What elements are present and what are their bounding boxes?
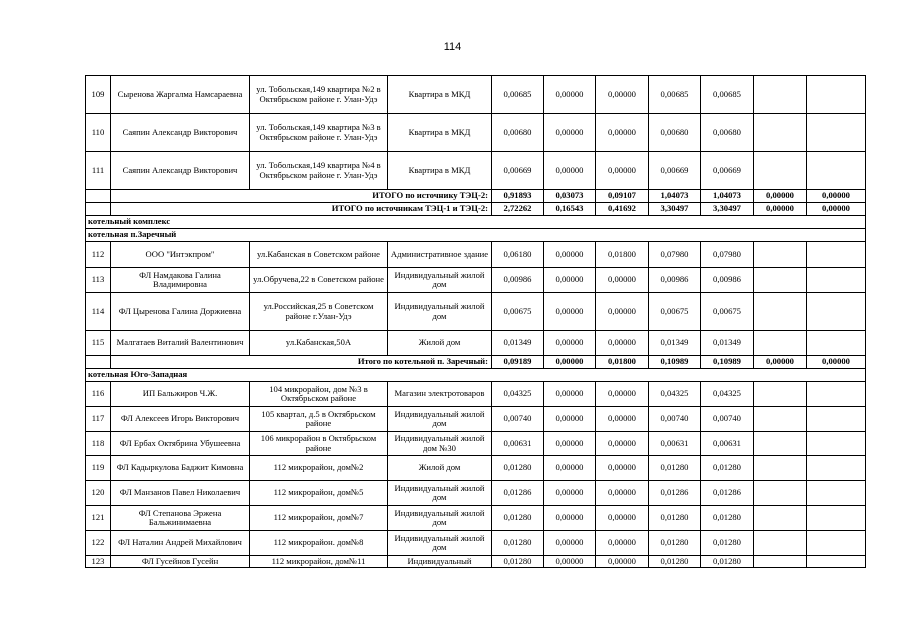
address: ул.Кабанская,50А [250, 331, 388, 356]
table-row [86, 556, 866, 568]
address: 112 микрорайон, дом№7 [250, 506, 388, 531]
extra-col-2 [807, 242, 866, 268]
address: 105 квартал, д.5 в Октябрьском районе [250, 407, 388, 432]
total-empty-cell [86, 203, 111, 216]
consumers-table [85, 75, 866, 568]
extra-col-2 [807, 456, 866, 481]
object-type: Индивидуальный жилой дом [388, 531, 492, 556]
address: 112 микрорайон, дом№11 [250, 556, 388, 568]
load-contracted: 0,07980 [701, 242, 754, 268]
load-ventilation: 0,00000 [544, 114, 596, 152]
object-type: Индивидуальный жилой дом [388, 506, 492, 531]
load-heating: 0,01280 [492, 556, 544, 568]
row-number: 117 [86, 407, 111, 432]
total-value: 0,01800 [596, 356, 649, 369]
load-hot-water: 0,00000 [596, 456, 649, 481]
load-contracted: 0,01349 [701, 331, 754, 356]
load-heating: 0,01280 [492, 456, 544, 481]
object-type: Квартира в МКД [388, 114, 492, 152]
total-value: 0,00000 [754, 203, 807, 216]
section-header-row [86, 369, 866, 382]
load-hot-water: 0,00000 [596, 268, 649, 293]
load-contracted: 0,00631 [701, 432, 754, 456]
extra-col-2 [807, 432, 866, 456]
extra-col-2 [807, 531, 866, 556]
load-contracted: 0,01280 [701, 456, 754, 481]
table-row [86, 152, 866, 190]
page-number: 114 [443, 41, 462, 53]
address: 112 микрорайон, дом№2 [250, 456, 388, 481]
extra-col-2 [807, 76, 866, 114]
total-value: 2,72262 [492, 203, 544, 216]
load-heating: 0,00680 [492, 114, 544, 152]
extra-col-2 [807, 407, 866, 432]
load-hot-water: 0,00000 [596, 293, 649, 331]
address: ул.Обручева,22 в Советском районе [250, 268, 388, 293]
load-contracted: 0,01280 [701, 506, 754, 531]
total-value: 0,00000 [807, 190, 866, 203]
load-ventilation: 0,00000 [544, 481, 596, 506]
row-number: 114 [86, 293, 111, 331]
address: ул. Тобольская,149 квартира №3 в Октябрьском районе г. Улан-Удэ [250, 114, 388, 152]
total-label: ИТОГО по источникам ТЭЦ-1 и ТЭЦ-2: [111, 203, 492, 216]
section-header-row [86, 216, 866, 229]
total-value: 0,00000 [754, 190, 807, 203]
load-total: 0,04325 [649, 382, 701, 407]
load-hot-water: 0,00000 [596, 76, 649, 114]
extra-col-1 [754, 114, 807, 152]
load-total: 0,00675 [649, 293, 701, 331]
load-total: 0,01280 [649, 556, 701, 568]
load-hot-water: 0,00000 [596, 331, 649, 356]
load-ventilation: 0,00000 [544, 152, 596, 190]
load-total: 0,00740 [649, 407, 701, 432]
extra-col-1 [754, 293, 807, 331]
consumer-name: Саяпин Александр Викторович [111, 114, 250, 152]
load-heating: 0,04325 [492, 382, 544, 407]
total-value: 0,09189 [492, 356, 544, 369]
total-value: 0,00000 [807, 356, 866, 369]
consumer-name: ФЛ Гусейнов Гусейн [111, 556, 250, 568]
total-value: 3,30497 [649, 203, 701, 216]
table-row [86, 432, 866, 456]
extra-col-1 [754, 382, 807, 407]
load-contracted: 0,01280 [701, 556, 754, 568]
load-contracted: 0,01286 [701, 481, 754, 506]
load-total: 0,00631 [649, 432, 701, 456]
load-hot-water: 0,00000 [596, 481, 649, 506]
table-row [86, 114, 866, 152]
table-row [86, 331, 866, 356]
load-hot-water: 0,00000 [596, 531, 649, 556]
load-total: 0,01280 [649, 456, 701, 481]
load-total: 0,01280 [649, 531, 701, 556]
address: ул.Кабанская в Советском районе [250, 242, 388, 268]
load-total: 0,01280 [649, 506, 701, 531]
load-contracted: 0,00685 [701, 76, 754, 114]
consumer-name: ФЛ Цыренова Галина Доржиевна [111, 293, 250, 331]
total-value: 0,00000 [754, 356, 807, 369]
total-label: Итого по котельной п. Заречный: [111, 356, 492, 369]
object-type: Индивидуальный жилой дом [388, 293, 492, 331]
table-row [86, 456, 866, 481]
load-contracted: 0,00675 [701, 293, 754, 331]
row-number: 123 [86, 556, 111, 568]
table-row [86, 382, 866, 407]
load-heating: 0,00685 [492, 76, 544, 114]
section-title: котельный комплекс [86, 216, 866, 229]
row-number: 109 [86, 76, 111, 114]
load-contracted: 0,00680 [701, 114, 754, 152]
extra-col-1 [754, 556, 807, 568]
load-total: 0,00986 [649, 268, 701, 293]
total-label: ИТОГО по источнику ТЭЦ-2: [111, 190, 492, 203]
address: ул. Тобольская,149 квартира №2 в Октябрьском районе г. Улан-Удэ [250, 76, 388, 114]
load-hot-water: 0,00000 [596, 432, 649, 456]
row-number: 111 [86, 152, 111, 190]
total-empty-cell [86, 190, 111, 203]
consumer-name: ООО "Интэкпром" [111, 242, 250, 268]
load-ventilation: 0,00000 [544, 556, 596, 568]
total-value: 0,00000 [544, 356, 596, 369]
total-value: 0,00000 [807, 203, 866, 216]
table-row [86, 268, 866, 293]
row-number: 120 [86, 481, 111, 506]
object-type: Административное здание [388, 242, 492, 268]
total-value: 3,30497 [701, 203, 754, 216]
consumer-name: ФЛ Манзанов Павел Николаевич [111, 481, 250, 506]
object-type: Индивидуальный жилой дом [388, 268, 492, 293]
total-value: 0,41692 [596, 203, 649, 216]
row-number: 116 [86, 382, 111, 407]
load-total: 0,00685 [649, 76, 701, 114]
extra-col-2 [807, 114, 866, 152]
object-type: Жилой дом [388, 456, 492, 481]
load-total: 0,00680 [649, 114, 701, 152]
consumer-name: ФЛ Степанова Эржена Бальжинимаевна [111, 506, 250, 531]
load-total: 0,01349 [649, 331, 701, 356]
total-value: 0,91893 [492, 190, 544, 203]
address: 104 микрорайон, дом №3 в Октябрьском районе [250, 382, 388, 407]
total-value: 0,09107 [596, 190, 649, 203]
load-ventilation: 0,00000 [544, 76, 596, 114]
consumer-name: ФЛ Ербах Октябрина Убушеевна [111, 432, 250, 456]
load-ventilation: 0,00000 [544, 331, 596, 356]
load-heating: 0,06180 [492, 242, 544, 268]
consumer-name: Саяпин Александр Викторович [111, 152, 250, 190]
row-number: 112 [86, 242, 111, 268]
load-contracted: 0,04325 [701, 382, 754, 407]
extra-col-2 [807, 481, 866, 506]
total-value: 0,16543 [544, 203, 596, 216]
row-number: 118 [86, 432, 111, 456]
load-heating: 0,00740 [492, 407, 544, 432]
row-number: 119 [86, 456, 111, 481]
object-type: Магазин электротоваров [388, 382, 492, 407]
extra-col-1 [754, 531, 807, 556]
table-row [86, 481, 866, 506]
load-ventilation: 0,00000 [544, 456, 596, 481]
load-contracted: 0,00669 [701, 152, 754, 190]
load-ventilation: 0,00000 [544, 407, 596, 432]
section-title: котельная Юго-Западная [86, 369, 866, 382]
consumer-name: ИП Бальжиров Ч.Ж. [111, 382, 250, 407]
total-row [86, 356, 866, 369]
table-row [86, 407, 866, 432]
address: 106 микрорайон в Октябрьском районе [250, 432, 388, 456]
row-number: 115 [86, 331, 111, 356]
load-hot-water: 0,00000 [596, 556, 649, 568]
load-hot-water: 0,00000 [596, 152, 649, 190]
load-heating: 0,00675 [492, 293, 544, 331]
object-type: Индивидуальный жилой дом [388, 407, 492, 432]
row-number: 113 [86, 268, 111, 293]
load-ventilation: 0,00000 [544, 382, 596, 407]
object-type: Индивидуальный жилой дом [388, 481, 492, 506]
consumer-name: ФЛ Наталин Андрей Михайлович [111, 531, 250, 556]
total-row [86, 203, 866, 216]
section-title: котельная п.Заречный [86, 229, 866, 242]
load-ventilation: 0,00000 [544, 506, 596, 531]
consumer-name: Малгатаев Виталий Валентинович [111, 331, 250, 356]
extra-col-1 [754, 481, 807, 506]
object-type: Квартира в МКД [388, 152, 492, 190]
load-hot-water: 0,00000 [596, 506, 649, 531]
load-heating: 0,01280 [492, 506, 544, 531]
extra-col-2 [807, 293, 866, 331]
table-row [86, 293, 866, 331]
object-type: Индивидуальный жилой дом №30 [388, 432, 492, 456]
extra-col-2 [807, 152, 866, 190]
section-header-row [86, 229, 866, 242]
extra-col-1 [754, 268, 807, 293]
table-row [86, 506, 866, 531]
object-type: Квартира в МКД [388, 76, 492, 114]
extra-col-2 [807, 556, 866, 568]
object-type: Жилой дом [388, 331, 492, 356]
row-number: 121 [86, 506, 111, 531]
load-heating: 0,01286 [492, 481, 544, 506]
load-total: 0,00669 [649, 152, 701, 190]
consumer-name: ФЛ Намдакова Галина Владимировна [111, 268, 250, 293]
extra-col-1 [754, 407, 807, 432]
load-hot-water: 0,00000 [596, 407, 649, 432]
load-ventilation: 0,00000 [544, 293, 596, 331]
load-ventilation: 0,00000 [544, 432, 596, 456]
consumer-name: Сыренова Жаргалма Намсараевна [111, 76, 250, 114]
extra-col-1 [754, 76, 807, 114]
extra-col-1 [754, 242, 807, 268]
load-contracted: 0,00986 [701, 268, 754, 293]
address: 112 микрорайон. дом№8 [250, 531, 388, 556]
consumer-name: ФЛ Алексеев Игорь Викторович [111, 407, 250, 432]
load-hot-water: 0,00000 [596, 382, 649, 407]
row-number: 122 [86, 531, 111, 556]
load-contracted: 0,00740 [701, 407, 754, 432]
table-row [86, 531, 866, 556]
load-total: 0,07980 [649, 242, 701, 268]
table-row [86, 76, 866, 114]
load-hot-water: 0,00000 [596, 114, 649, 152]
total-value: 0,10989 [649, 356, 701, 369]
extra-col-1 [754, 152, 807, 190]
total-value: 0,03073 [544, 190, 596, 203]
load-ventilation: 0,00000 [544, 531, 596, 556]
extra-col-2 [807, 506, 866, 531]
load-total: 0,01286 [649, 481, 701, 506]
consumer-name: ФЛ Кадыркулова Баджит Кимовна [111, 456, 250, 481]
extra-col-1 [754, 432, 807, 456]
address: ул.Российская,25 в Советском районе г.Улан-Удэ [250, 293, 388, 331]
load-hot-water: 0,01800 [596, 242, 649, 268]
total-value: 1,04073 [649, 190, 701, 203]
address: ул. Тобольская,149 квартира №4 в Октябрьском районе г. Улан-Удэ [250, 152, 388, 190]
load-heating: 0,01349 [492, 331, 544, 356]
extra-col-1 [754, 331, 807, 356]
address: 112 микрорайон, дом№5 [250, 481, 388, 506]
load-heating: 0,00986 [492, 268, 544, 293]
total-value: 0,10989 [701, 356, 754, 369]
extra-col-1 [754, 506, 807, 531]
extra-col-2 [807, 382, 866, 407]
load-heating: 0,00669 [492, 152, 544, 190]
total-value: 1,04073 [701, 190, 754, 203]
total-empty-cell [86, 356, 111, 369]
total-row [86, 190, 866, 203]
load-heating: 0,01280 [492, 531, 544, 556]
object-type: Индивидуальный [388, 556, 492, 568]
extra-col-2 [807, 331, 866, 356]
row-number: 110 [86, 114, 111, 152]
load-ventilation: 0,00000 [544, 242, 596, 268]
extra-col-1 [754, 456, 807, 481]
load-contracted: 0,01280 [701, 531, 754, 556]
extra-col-2 [807, 268, 866, 293]
load-heating: 0,00631 [492, 432, 544, 456]
table-row [86, 242, 866, 268]
load-ventilation: 0,00000 [544, 268, 596, 293]
